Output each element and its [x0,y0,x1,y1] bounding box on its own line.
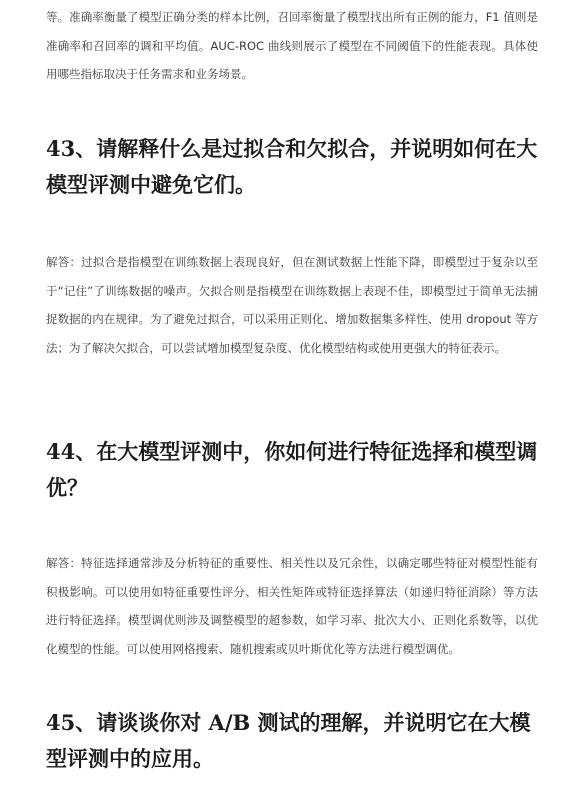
question-43-heading: 43、请解释什么是过拟合和欠拟合，并说明如何在大模型评测中避免它们。 [46,136,538,197]
question-43-answer: 解答：过拟合是指模型在训练数据上表现良好，但在测试数据上性能下降，即模型过于复杂以至于“记住”了训练数据的噪声。欠拟合则是指模型在训练数据上表现不佳，即模型过于简单无法捕捉数据的内在规律。为了避免过拟合，可以采用正则化、增加数据集多样性、使用 dropout 等方法；为了解决欠拟合，可以尝试增加模型复杂度、优化模型结构或使用更强大的特征表示。 [46,255,538,355]
question-44-answer: 解答：特征选择通常涉及分析特征的重要性、相关性以及冗余性，以确定哪些特征对模型性能有积极影响。可以使用如特征重要性评分、相关性矩阵或特征选择算法（如递归特征消除）等方法进行特征选择。模型调优则涉及调整模型的超参数，如学习率、批次大小、正则化系数等，以优化模型的性能。可以使用网格搜索、随机搜索或贝叶斯优化等方法进行模型调优。 [46,556,538,656]
intro-continuation-paragraph: 等。准确率衡量了模型正确分类的样本比例，召回率衡量了模型找出所有正例的能力，F1 值则是准确率和召回率的调和平均值。AUC-ROC 曲线则展示了模型在不同阈值下的性能表现。具体使用哪些指标取决于任务需求和业务场景。 [46,10,538,81]
question-45-heading: 45、请谈谈你对 A/B 测试的理解，并说明它在大模型评测中的应用。 [46,710,531,771]
question-44-heading: 44、在大模型评测中，你如何进行特征选择和模型调优？ [46,439,538,500]
